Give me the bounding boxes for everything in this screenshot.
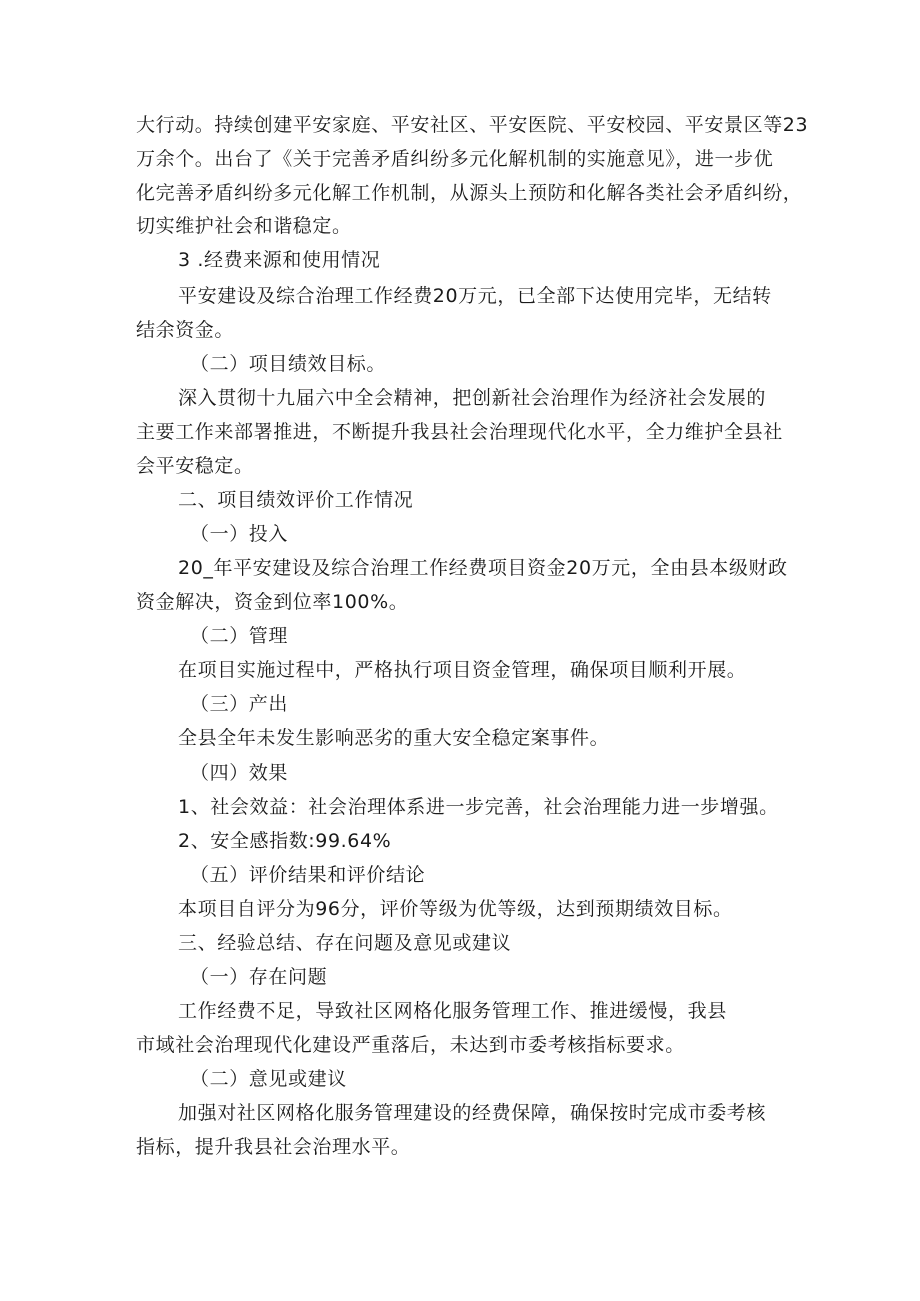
subsection-heading: （二）意见或建议 (190, 1068, 347, 1090)
subsection-heading: （一）投入 (190, 523, 289, 545)
body-text-line: 全县全年未发生影响恶劣的重大安全稳定案事件。 (178, 727, 610, 749)
body-text-line: 万余个。出台了《关于完善矛盾纠纷多元化解机制的实施意见》，进一步优 (136, 148, 774, 170)
body-text-line: 指标，提升我县社会治理水平。 (136, 1136, 411, 1158)
body-text-line: 在项目实施过程中，严格执行项目资金管理，确保项目顺利开展。 (178, 659, 747, 681)
body-text-line: 1、社会效益：社会治理体系进一步完善，社会治理能力进一步增强。 (178, 796, 779, 818)
subsection-heading: （三）产出 (190, 693, 289, 715)
body-text-line: 深入贯彻十九届六中全会精神，把创新社会治理作为经济社会发展的 (178, 387, 767, 409)
body-text-line: 结余资金。 (136, 319, 235, 341)
body-text-line: 化完善矛盾纠纷多元化解工作机制，从源头上预防和化解各类社会矛盾纠纷， (136, 182, 803, 204)
section-heading: 3 .经费来源和使用情况 (178, 249, 381, 271)
subsection-heading: （四）效果 (190, 762, 289, 784)
subsection-heading: （五）评价结果和评价结论 (190, 864, 426, 886)
body-text-line: 2、安全感指数:99.64% (178, 830, 392, 852)
subsection-heading: （二）管理 (190, 625, 289, 647)
subsection-heading: （二）项目绩效目标。 (190, 353, 387, 375)
body-text-line: 工作经费不足，导致社区网格化服务管理工作、推进缓慢，我县 (178, 1000, 727, 1022)
body-text-line: 会平安稳定。 (136, 455, 254, 477)
body-text-line: 大行动。持续创建平安家庭、平安社区、平安医院、平安校园、平安景区等23 (136, 114, 809, 136)
subsection-heading: （一）存在问题 (190, 966, 328, 988)
body-text-line: 主要工作来部署推进，不断提升我县社会治理现代化水平，全力维护全县社 (136, 421, 783, 443)
body-text-line: 资金解决，资金到位率100%。 (136, 591, 409, 613)
body-text-line: 本项目自评分为96分，评价等级为优等级，达到预期绩效目标。 (178, 898, 733, 920)
section-heading: 二、项目绩效评价工作情况 (178, 489, 414, 511)
body-text-line: 切实维护社会和谐稳定。 (136, 215, 352, 237)
body-text-line: 平安建设及综合治理工作经费20万元，已全部下达使用完毕，无结转 (178, 285, 772, 307)
body-text-line: 20_年平安建设及综合治理工作经费项目资金20万元，全由县本级财政 (178, 557, 788, 579)
body-text-line: 市域社会治理现代化建设严重落后，未达到市委考核指标要求。 (136, 1034, 685, 1056)
body-text-line: 加强对社区网格化服务管理建设的经费保障，确保按时完成市委考核 (178, 1102, 767, 1124)
section-heading: 三、经验总结、存在问题及意见或建议 (178, 932, 512, 954)
